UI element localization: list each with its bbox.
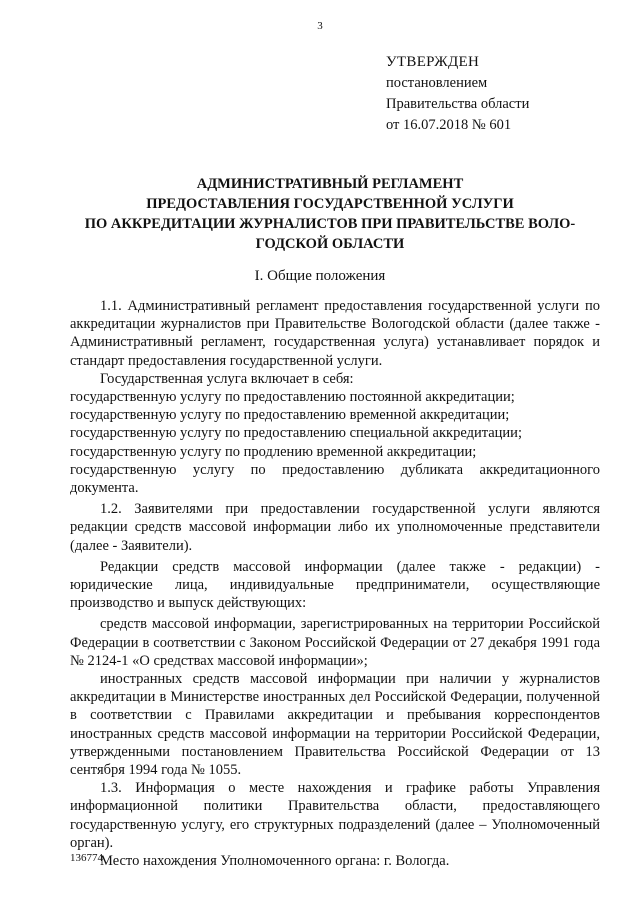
paragraph-location: Место нахождения Уполномоченного органа: г. Вологда. [100, 853, 450, 870]
footer-code: 136774 [70, 852, 103, 864]
section-heading: I. Общие положения [254, 268, 386, 284]
list-item-duplicate: государственную услугу по предоставлению дубликата аккредитационного документа. [70, 461, 600, 497]
approval-heading: УТВЕРЖДЕН [386, 54, 480, 70]
title-line-1: АДМИНИСТРАТИВНЫЙ РЕГЛАМЕНТ [196, 176, 464, 192]
paragraph-editors: Редакции средств массовой информации (далее также - редакции) - юридические лица, индивидуальные предприниматели, осуществляющие производство и выпуск действующих: [70, 558, 600, 612]
paragraph-includes: Государственная услуга включает в себя: [100, 370, 354, 387]
list-item-extension: государственную услугу по продлению временной аккредитации; [70, 443, 477, 460]
list-item-permanent: государственную услугу по предоставлению постоянной аккредитации; [70, 389, 515, 406]
document-title [60, 174, 600, 254]
page-number: 3 [317, 20, 323, 32]
document-body [70, 294, 600, 870]
paragraph-1-2: 1.2. Заявителями при предоставлении государственной услуги являются редакции средств массовой информации либо их уполномоченные представители (далее - Заявители). [70, 501, 600, 554]
title-line-4: ГОДСКОЙ ОБЛАСТИ [255, 236, 405, 252]
title-line-3: ПО АККРЕДИТАЦИИ ЖУРНАЛИСТОВ ПРИ ПРАВИТЕЛЬСТВЕ ВОЛО- [84, 216, 576, 232]
approval-block [386, 52, 529, 136]
list-item-temporary: государственную услугу по предоставлению временной аккредитации; [70, 407, 510, 424]
approval-line-resolution: постановлением [386, 75, 488, 91]
title-line-2: ПРЕДОСТАВЛЕНИЯ ГОСУДАРСТВЕННОЙ УСЛУГИ [146, 196, 514, 212]
paragraph-1-1: 1.1. Административный регламент предоставления государственной услуги по аккредитации журналистов при Правительстве Вологодской области (далее также - Административный регламент, государственная услуга) устанавливает порядок и стандарт предоставления государственной услуги. [70, 298, 600, 369]
approval-line-date: от 16.07.2018 № 601 [386, 117, 512, 133]
approval-line-government: Правительства области [386, 96, 530, 112]
list-item-special: государственную услугу по предоставлению специальной аккредитации; [70, 425, 522, 442]
paragraph-1-3: 1.3. Информация о месте нахождения и графике работы Управления информационной политики Правительства области, предоставляющего государственную услугу, его структурных подразделений (далее – Уполномоченный орган). [70, 780, 600, 851]
paragraph-foreign-media: иностранных средств массовой информации при наличии у журналистов аккредитации в Министерстве иностранных дел Российской Федерации, полученной в соответствии с Правилами аккредитации и пребывания корреспондентов иностранных средств массовой информации на территории Российской Федерации, утвержденными постановлением Правительства Российской Федерации от 13 сентября 1994 года № 1055. [70, 671, 600, 779]
paragraph-domestic-media: средств массовой информации, зарегистрированных на территории Российской Федерации в соответствии с Законом Российской Федерации от 27 декабря 1991 года № 2124-1 «О средствах массовой информации»; [70, 616, 600, 669]
